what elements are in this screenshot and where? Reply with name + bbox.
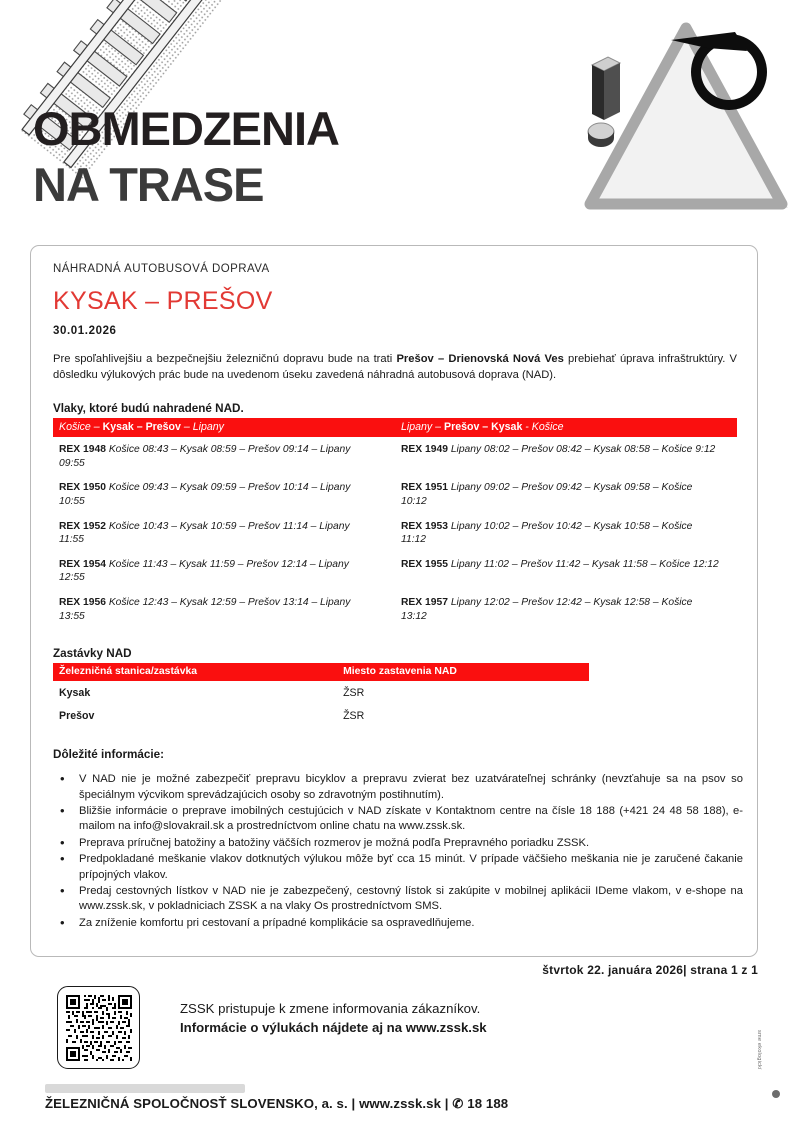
train-id: REX 1954 (59, 558, 106, 570)
stops-header-station: Železničná stanica/zastávka (53, 663, 337, 681)
stop-place: ŽSR (343, 687, 365, 700)
train-id: REX 1957 (401, 596, 448, 608)
hdr-l-4: Lipany (192, 421, 224, 434)
list-item: • Bližšie informácie o preprave imobilných cestujúcich v NAD získate v Kontaktnom centre na čísle 18 188 (+421 24 48 58 188), e-mailom na info@slovakrail.sk a prostredníctvom online chatu na www.zssk.sk. (53, 804, 743, 835)
notice-date: 30.01.2026 (53, 325, 117, 337)
train-schedule: Lipany 10:02 – Prešov 10:42 – Kysak 10:58 – Košice 11:12 (401, 520, 693, 546)
train-schedule: Košice 09:43 – Kysak 09:59 – Prešov 10:14 – Lipany 10:55 (59, 482, 351, 507)
hdr-r-3: - (522, 421, 532, 434)
intro-route-bold: Prešov – Drienovská Nová Ves (396, 353, 564, 365)
eco-label: sme ekologickí (756, 1030, 762, 1070)
table-row (53, 681, 589, 704)
promo-line-1: ZSSK pristupuje k zmene informovania zákazníkov. (180, 1001, 481, 1016)
list-item: • Za zníženie komfortu pri cestovaní a prípadné komplikácie sa ospravedlňujeme. (53, 916, 743, 931)
stop-station-name: Kysak (59, 687, 91, 700)
company-footer: ŽELEZNIČNÁ SPOLOČNOSŤ SLOVENSKO, a. s. | www.zssk.sk | ✆ 18 188 (45, 1096, 509, 1111)
train-schedule: Košice 12:43 – Kysak 12:59 – Prešov 13:14 – Lipany 13:55 (59, 596, 351, 622)
promo-block (180, 1000, 487, 1037)
train-entry (395, 475, 737, 513)
hdr-l-1: Košice (59, 421, 91, 434)
train-id: REX 1952 (59, 520, 106, 532)
hdr-r-b: Prešov – Kysak (444, 421, 523, 434)
train-schedule: Lipany 09:02 – Prešov 09:42 – Kysak 09:58 – Košice 10:12 (401, 482, 693, 507)
table-row (53, 514, 737, 552)
train-id: REX 1951 (401, 482, 448, 494)
page-title-line1: OBMEDZENIA (33, 102, 339, 155)
train-schedule: Lipany 11:02 – Prešov 11:42 – Kysak 11:58 – Košice 12:12 (447, 558, 719, 570)
train-entry (53, 552, 395, 590)
important-info-list (53, 772, 743, 931)
train-entry (395, 590, 737, 628)
train-entry (53, 475, 395, 513)
train-id: REX 1953 (401, 520, 448, 532)
train-entry (395, 437, 737, 475)
hdr-l-b: Kysak – Prešov (102, 421, 181, 434)
page-title (33, 102, 339, 211)
train-id: REX 1949 (401, 444, 448, 456)
document-meta: štvrtok 22. januára 2026| strana 1 z 1 (542, 963, 758, 977)
notice-route-title: KYSAK – PREŠOV (53, 287, 273, 315)
notice-intro (53, 352, 737, 383)
table-row (53, 704, 589, 727)
trains-table-header-row (53, 418, 737, 437)
list-item: • V NAD nie je možné zabezpečiť prepravu bicyklov a prepravu zvierat bez uzatvárateľnej schránky (nevzťahuje sa na psov so špeciálnym výcvikom sprevádzajúcich osoby so zdravotným postihnutím). (53, 772, 743, 803)
qr-code-icon[interactable] (57, 986, 140, 1069)
train-id: REX 1950 (59, 482, 106, 494)
stops-table-header-row (53, 663, 589, 681)
trains-header-direction-right (395, 418, 737, 437)
train-schedule: Košice 11:43 – Kysak 11:59 – Prešov 12:14 – Lipany 12:55 (59, 558, 349, 584)
train-entry (395, 552, 737, 590)
list-item: • Preprava príručnej batožiny a batožiny väčších rozmerov je možná podľa Prepravného poriadku ZSSK. (53, 836, 743, 851)
train-schedule: Košice 08:43 – Kysak 08:59 – Prešov 09:14 – Lipany 09:55 (59, 444, 351, 469)
list-item: • Predpokladané meškanie vlakov dotknutých výlukou môže byť cca 15 minút. V prípade väčšieho meškania nie je zaručené čakanie prípojných vlakov. (53, 852, 743, 883)
eco-dot-icon (772, 1090, 780, 1098)
hdr-r-1: Lipany (401, 421, 433, 434)
hdr-l-3: – (180, 421, 193, 434)
notice-kicker: NÁHRADNÁ AUTOBUSOVÁ DOPRAVA (53, 263, 270, 275)
train-schedule: Lipany 12:02 – Prešov 12:42 – Kysak 12:58 – Košice 13:12 (401, 596, 693, 622)
stops-header-place: Miesto zastavenia NAD (337, 663, 589, 681)
train-id: REX 1956 (59, 596, 106, 608)
table-row (53, 475, 737, 513)
intro-part-1: Pre spoľahlivejšiu a bezpečnejšiu železničnú dopravu bude na trati (53, 353, 397, 365)
stop-station-name: Prešov (59, 710, 95, 723)
hdr-r-4: Košice (531, 421, 564, 434)
train-schedule: Lipany 08:02 – Prešov 08:42 – Kysak 08:58 – Košice 9:12 (447, 444, 716, 456)
train-id: REX 1955 (401, 558, 448, 570)
promo-line-2: Informácie o výlukách nájdete aj na www.zssk.sk (180, 1020, 487, 1035)
table-row (53, 552, 737, 590)
hdr-r-2: – (432, 421, 444, 434)
train-schedule: Košice 10:43 – Kysak 10:59 – Prešov 11:14 – Lipany 11:55 (59, 520, 350, 546)
trains-heading: Vlaky, ktoré budú nahradené NAD. (53, 402, 244, 416)
table-row (53, 590, 737, 628)
stops-heading: Zastávky NAD (53, 647, 132, 661)
train-id: REX 1948 (59, 444, 106, 456)
notice-card (30, 245, 758, 957)
page-title-line2: NA TRASE (33, 158, 264, 211)
replaced-trains-table (53, 418, 737, 628)
trains-header-direction-left (53, 418, 395, 437)
header-banner (0, 0, 791, 248)
list-item: • Predaj cestovných lístkov v NAD nie je zabezpečený, cestovný lístok si zakúpite v mobilnej aplikácii IDeme vlakom, v e-shope na www.zssk.sk, v pokladniciach ZSSK a na vlaky Os prostredníctvom SMS. (53, 884, 743, 915)
stop-place: ŽSR (343, 710, 365, 723)
intro-part-2: prebiehať úprava infraštruktúry. V dôsledku výlukových prác bude na uvedenom úseku zavedená náhradná autobusová doprava (NAD). (53, 353, 737, 381)
hdr-l-2: – (90, 421, 103, 434)
train-entry (53, 590, 395, 628)
important-info-heading: Dôležité informácie: (53, 748, 165, 762)
footer-divider (45, 1084, 245, 1093)
nad-stops-table (53, 663, 589, 727)
qr-code-graphic (66, 995, 132, 1061)
train-entry (53, 437, 395, 475)
train-entry (395, 514, 737, 552)
table-row (53, 437, 737, 475)
train-entry (53, 514, 395, 552)
